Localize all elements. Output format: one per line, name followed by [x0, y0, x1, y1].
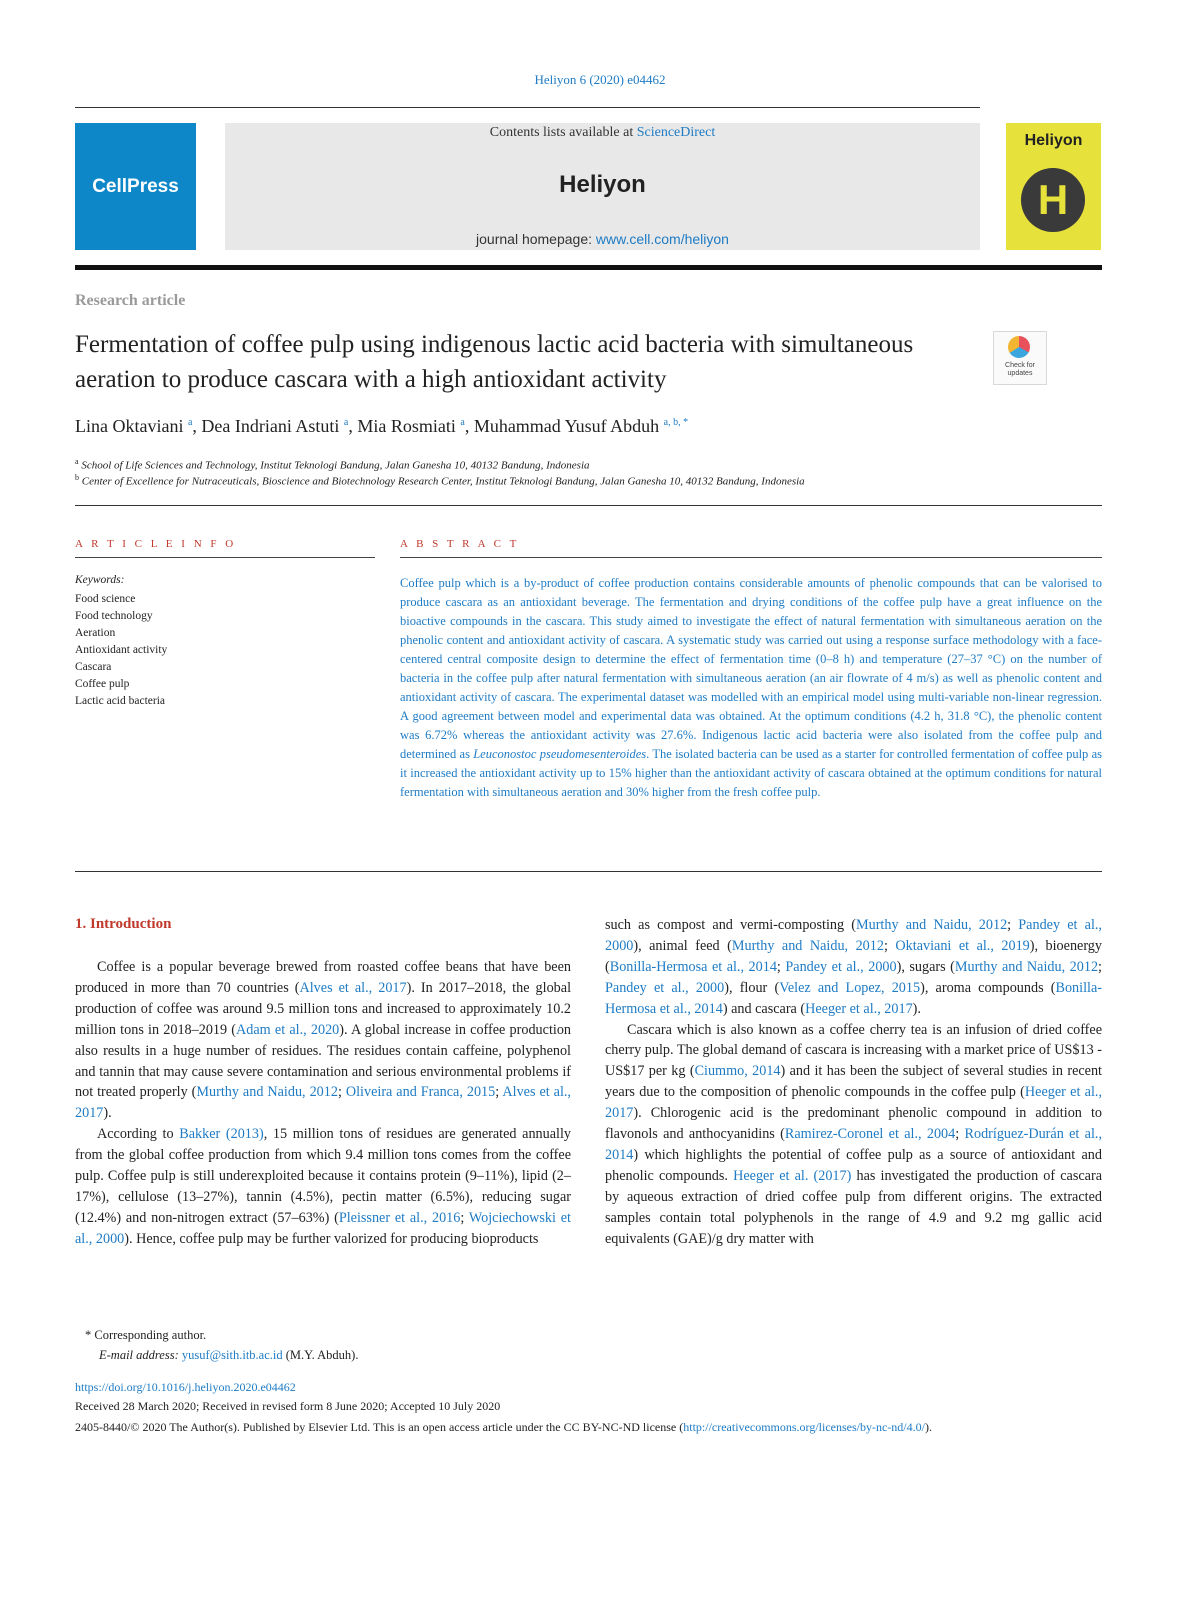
author-name[interactable]: Dea Indriani Astuti — [201, 416, 340, 436]
license-suffix: ). — [924, 1420, 932, 1434]
body-column-right — [605, 915, 1102, 1250]
keyword: Lactic acid bacteria — [75, 695, 166, 707]
citation-link[interactable]: Murthy and Naidu, 2012 — [856, 917, 1008, 933]
article-title: Fermentation of coffee pulp using indigenous lactic acid bacteria with simultaneous aeration to produce cascara with a high antioxidant activity — [75, 331, 914, 393]
paragraph-text: Coffee is a popular beverage brewed from roasted coffee beans that have been produced in more than 70 countries ( — [75, 959, 571, 996]
citation-link[interactable]: Pandey et al., 2000 — [785, 958, 897, 975]
keywords-list — [75, 591, 167, 710]
affiliation-marker[interactable]: a — [460, 417, 465, 428]
keyword: Aeration — [75, 627, 116, 639]
paragraph-text: ). — [103, 1105, 112, 1122]
citation-link[interactable]: Ramirez-Coronel et al., 2004 — [784, 1126, 956, 1143]
paragraph-text: ) and cascara ( — [722, 1000, 806, 1017]
author-list: Lina Oktaviani $^a$, Dea Indriani Astuti $^a$, Mia Rosmiati $^a$, Muhammad Yusuf Abduh $^{a, b, *}$ — [75, 416, 689, 436]
author-name[interactable]: Lina Oktaviani — [75, 416, 184, 436]
article-info-heading: A R T I C L E I N F O — [75, 538, 237, 550]
author-name[interactable]: Mia Rosmiati — [357, 416, 456, 436]
paragraph-text: ). Chlorogenic acid is the predominant phenolic compound in addition to flavonols and anthocyanidins ( — [605, 1105, 1102, 1143]
paragraph-text: According to — [97, 1126, 180, 1143]
paragraph-text: ; — [460, 1209, 469, 1226]
journal-name: Heliyon — [559, 171, 646, 198]
article-type: Research article — [75, 292, 186, 309]
paragraph-text: ; — [883, 937, 896, 954]
citation-link[interactable]: Wojciechowski et al., 2000 — [75, 1209, 571, 1247]
abstract-text-part: . The isolated bacteria can be used as a starter for controlled fermentation of coffee pulp as it increased the antioxidant activity up to 15% higher than the antioxidant activity of cascara obtained at the optimum conditions for natural fermentation with simultaneous aeration and 30% higher from the fresh coffee pulp. — [400, 747, 1102, 799]
affiliation-marker[interactable]: a — [343, 417, 349, 428]
abstract-heading: A B S T R A C T — [400, 538, 520, 550]
paragraph — [75, 1124, 571, 1249]
crossmark-icon — [1008, 336, 1030, 358]
homepage-link[interactable]: www.cell.com/heliyon — [595, 231, 729, 247]
author-name[interactable]: Muhammad Yusuf Abduh — [473, 416, 660, 436]
affiliation-marker[interactable]: a, b, * — [663, 417, 689, 428]
journal-banner — [225, 123, 980, 250]
paragraph-text: ), flour ( — [724, 979, 780, 996]
body-column-left — [75, 957, 571, 1250]
check-for-updates-button[interactable] — [993, 331, 1047, 385]
citation-link[interactable]: Ciummo, 2014 — [694, 1063, 781, 1080]
paragraph-text: ) and it has been the subject of several studies in recent years due to the composition of phenolic compounds in the coffee pulp ( — [605, 1063, 1102, 1101]
paragraph-text: , 15 million tons of residues are generated annually from the global coffee production from which 9.4 million tons comes from the coffee pulp. Coffee pulp is still underexploited because it contains protein (9–11%), lipid (2–17%), cellulose (13–27%), tannin (4.5%), pectin matter (6.5%), reducing sugar (12.4%) and non-nitrogen extract (57–63%) ( — [75, 1126, 572, 1226]
affiliation-a — [75, 457, 590, 472]
citation-link[interactable]: Murthy and Naidu, 2012 — [196, 1084, 338, 1101]
header-divider — [75, 107, 980, 108]
contents-line — [225, 125, 980, 141]
citation-link[interactable]: Alves et al., 2017 — [75, 1084, 571, 1122]
citation-link[interactable]: Heeger et al. (2017) — [733, 1167, 852, 1184]
citation-link[interactable]: Pleissner et al., 2016 — [338, 1209, 461, 1226]
header-thick-divider — [75, 265, 1102, 270]
crossmark-label: Check for updates — [1005, 362, 1035, 377]
received-dates: Received 28 March 2020; Received in revised form 8 June 2020; Accepted 10 July 2020 — [75, 1399, 501, 1413]
paragraph-text: ; — [776, 958, 786, 975]
paragraph-text: ), bioenergy ( — [605, 937, 1102, 975]
homepage-prefix: journal homepage: — [476, 231, 596, 247]
title-divider — [75, 505, 1102, 506]
affiliation-marker[interactable]: a — [187, 417, 193, 428]
section-heading-introduction: 1. Introduction — [75, 916, 172, 932]
abstract-divider — [75, 871, 1102, 872]
paragraph-text: ). — [912, 1000, 921, 1017]
sciencedirect-link[interactable]: ScienceDirect — [636, 125, 716, 140]
article-info-rule — [75, 557, 375, 558]
paragraph-text: ), sugars ( — [896, 958, 955, 975]
citation-link[interactable]: Adam et al., 2020 — [236, 1021, 340, 1038]
paragraph-text: ; — [495, 1084, 503, 1101]
email-label: E-mail address: — [99, 1348, 179, 1362]
paragraph-text: ). Hence, coffee pulp may be further valorized for producing bioproducts — [124, 1230, 539, 1247]
keyword: Food technology — [75, 610, 153, 622]
affiliation-label: a — [75, 457, 79, 466]
citation-link[interactable]: Oliveira and Franca, 2015 — [345, 1084, 496, 1101]
email-suffix: (M.Y. Abduh). — [282, 1348, 359, 1362]
paragraph-text: such as compost and vermi-composting ( — [605, 917, 856, 933]
paragraph-text: ) which highlights the potential of coffee pulp as a source of antioxidant and phenolic compounds. — [605, 1146, 1102, 1184]
journal-citation[interactable]: Heliyon 6 (2020) e04462 — [534, 72, 666, 87]
citation-link[interactable]: Heeger et al., 2017 — [605, 1084, 1102, 1122]
paragraph-text: has investigated the production of cascara by aqueous extraction of dried coffee pulp from different origins. The extracted samples contain total polyphenols in the range of 4.9 and 9.2 mg gallic acid equivalents (GAE)/g dry matter with — [605, 1167, 1102, 1247]
paragraph-text: ), animal feed ( — [633, 937, 732, 954]
footnote-marker: * — [85, 1328, 92, 1342]
cellpress-logo: CellPress — [75, 123, 196, 250]
affiliation-text: Center of Excellence for Nutraceuticals, Bioscience and Biotechnology Research Center, Institut Teknologi Bandung, Jalan Ganesha 10, 40132 Bandung, Indonesia — [81, 475, 805, 488]
corresponding-author-note: Corresponding author. — [94, 1328, 207, 1342]
paragraph-text: ). A global increase in coffee production also results in a huge number of residues. The residues contain caffeine, polyphenol and tannin that may cause severe contamination and serious environmental problems if not treated properly ( — [75, 1021, 572, 1101]
homepage-line — [225, 231, 980, 247]
paragraph-text: ; — [1007, 917, 1019, 933]
paragraph — [75, 957, 571, 1124]
paragraph-text: ; — [337, 1084, 346, 1101]
doi-link[interactable]: https://doi.org/10.1016/j.heliyon.2020.e04462 — [75, 1380, 296, 1394]
citation-link[interactable]: Murthy and Naidu, 2012 — [731, 937, 884, 954]
affiliation-text: School of Life Sciences and Technology, Institut Teknologi Bandung, Jalan Ganesha 10, 40132 Bandung, Indonesia — [81, 459, 590, 472]
keyword: Coffee pulp — [75, 678, 130, 690]
heliyon-h-icon: H — [1021, 168, 1085, 232]
citation-link[interactable]: Bakker (2013) — [179, 1126, 264, 1143]
affiliation-b — [75, 473, 805, 488]
contents-prefix: Contents lists available at — [489, 125, 637, 140]
paragraph-text: Cascara which is also known as a coffee cherry tea is an infusion of dried coffee cherry pulp. The global demand of cascara is increasing with a market price of US$13 - US$17 per kg ( — [605, 1021, 1102, 1080]
footnote — [85, 1325, 358, 1365]
citation-link[interactable]: Alves et al., 2017 — [299, 979, 407, 996]
citation-link[interactable]: Bonilla-Hermosa et al., 2014 — [609, 958, 777, 975]
citation-link[interactable]: Velez and Lopez, 2015 — [779, 979, 921, 996]
license-statement — [75, 1418, 1102, 1437]
email-link[interactable]: yusuf@sith.itb.ac.id — [181, 1348, 283, 1362]
abstract-rule — [400, 557, 1102, 558]
citation-link[interactable]: Pandey et al., 2000 — [605, 917, 1102, 954]
paragraph-text: ; — [955, 1126, 965, 1143]
license-link[interactable]: http://creativecommons.org/licenses/by-nc-nd/4.0/ — [683, 1420, 925, 1434]
keywords-label: Keywords: — [75, 574, 125, 586]
keyword: Antioxidant activity — [75, 644, 168, 656]
cover-title: Heliyon — [1024, 132, 1083, 149]
paragraph — [605, 915, 1102, 1020]
journal-cover-image[interactable] — [1006, 123, 1101, 250]
license-prefix: 2405-8440/© 2020 The Author(s). Published by Elsevier Ltd. This is an open access article under the CC BY-NC-ND license ( — [75, 1420, 684, 1434]
citation-link[interactable]: Murthy and Naidu, 2012 — [954, 958, 1099, 975]
citation-link[interactable]: Pandey et al., 2000 — [605, 979, 725, 996]
citation-link[interactable]: Oktaviani et al., 2019 — [895, 937, 1030, 954]
paragraph-text: ). In 2017–2018, the global production of coffee was around 9.5 million tons and increased to approximately 10.2 million tons in 2018–2019 ( — [75, 979, 572, 1038]
citation-link[interactable]: Rodríguez-Durán et al., 2014 — [605, 1126, 1102, 1163]
paragraph-text: ; — [1098, 958, 1102, 975]
citation-link[interactable]: Bonilla-Hermosa et al., 2014 — [605, 979, 1102, 1017]
keyword: Cascara — [75, 661, 112, 673]
abstract-body — [400, 574, 1102, 802]
affiliation-label: b — [75, 473, 79, 482]
species-name: Leuconostoc pseudomesenteroides — [473, 747, 647, 761]
abstract-text-part: Coffee pulp which is a by-product of coffee production contains considerable amounts of phenolic compounds that can be valorised to produce cascara as an antioxidant beverage. The fermentation and drying conditions of the coffee pulp have a great influence on the bioactive compounds in the cascara. This study aimed to investigate the effect of natural fermentation with simultaneous aeration on the phenolic content and antioxidant activity of cascara. A systematic study was carried out using a response surface methodology with a face-centered central composite design to determine the effect of fermentation time (0–8 h) and temperature (27–37 °C) on the number of bacteria in the coffee pulp after natural fermentation with simultaneous aeration (an air flowrate of 4 m/s) as well as phenolic content and antioxidant activity of cascara. The experimental dataset was modelled with an empirical model using multi-variable non-linear regression. A good agreement between model and experimental data was obtained. At the optimum conditions (4.2 h, 31.8 °C), the phenolic content was 6.72% whereas the antioxidant activity was 27.6%. Indigenous lactic acid bacteria were also isolated from the coffee pulp and determined as — [400, 576, 1102, 761]
keyword: Food science — [75, 593, 136, 605]
paragraph-text: ), aroma compounds ( — [920, 979, 1056, 996]
paragraph — [605, 1020, 1102, 1250]
citation-link[interactable]: Heeger et al., 2017 — [805, 1000, 913, 1017]
